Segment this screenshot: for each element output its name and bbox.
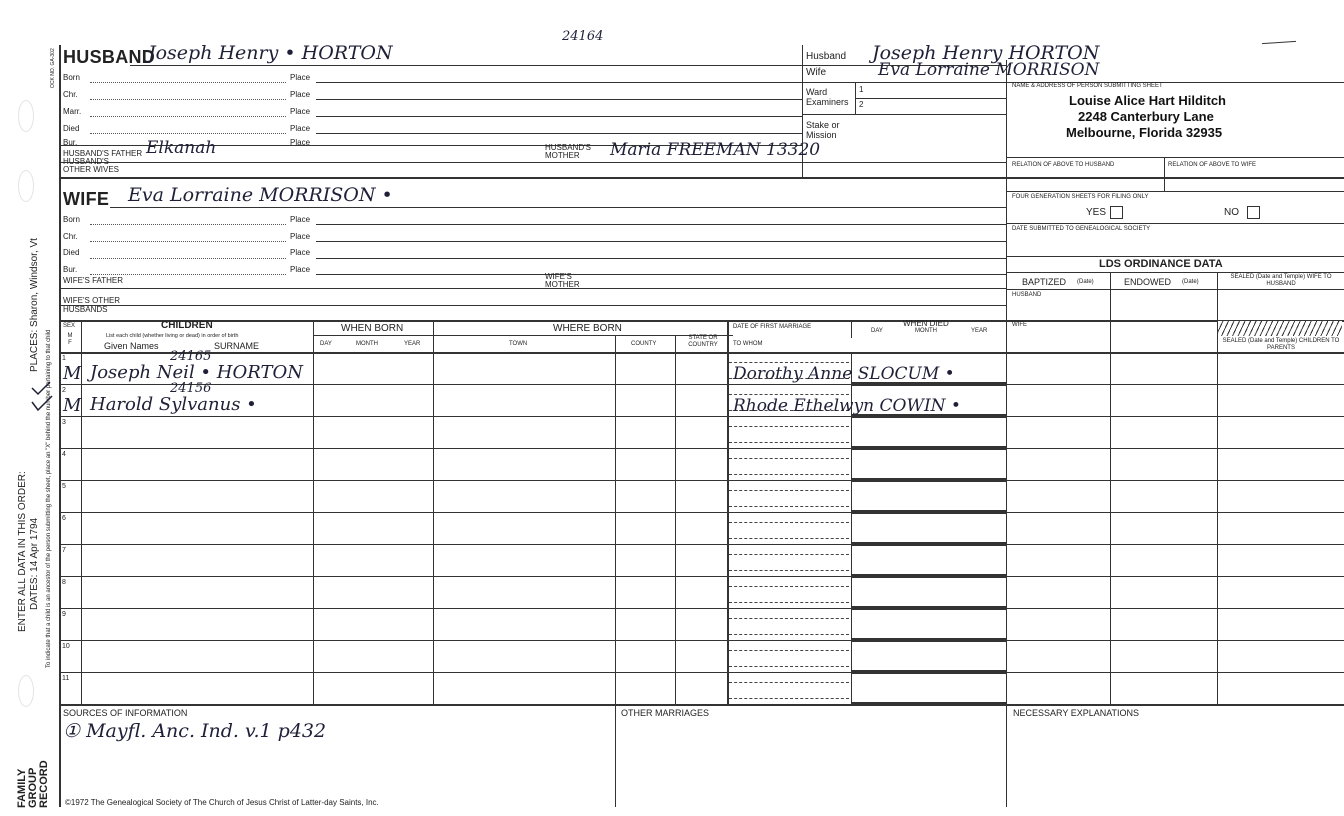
sources-value[interactable]: ① Mayfl. Anc. Ind. v.1 p432 — [63, 720, 327, 742]
died-line — [851, 608, 1006, 610]
to-whom-line — [729, 698, 849, 699]
submitter-city[interactable]: Melbourne, Florida 32935 — [1066, 125, 1223, 140]
rule — [60, 384, 1344, 385]
children-subtitle: List each child (whether living or dead) in order of birth — [106, 333, 239, 339]
punch-hole — [18, 100, 34, 132]
examiner-1: 1 — [859, 85, 864, 94]
dotted-line — [90, 224, 286, 225]
town-label: TOWN — [509, 341, 528, 347]
to-whom-line — [729, 570, 849, 571]
rule — [316, 116, 802, 117]
sex-mf-label: M F — [67, 333, 73, 346]
dotted-line — [90, 116, 286, 117]
rule — [60, 448, 1344, 449]
rule — [60, 288, 1006, 289]
rule — [802, 114, 1007, 115]
rule — [615, 704, 616, 807]
no-label: NO — [1224, 207, 1239, 218]
died-bracket — [851, 448, 852, 478]
submitter-name[interactable]: Louise Alice Hart Hilditch — [1069, 93, 1226, 108]
marriage-date-line — [729, 362, 849, 363]
hatched-area — [1218, 321, 1342, 336]
born-year-label: YEAR — [404, 341, 421, 347]
children-title: CHILDREN — [161, 320, 213, 331]
rule — [316, 82, 802, 83]
rule — [60, 608, 1344, 609]
divider — [1006, 60, 1007, 807]
marriage-date-line — [729, 554, 849, 555]
to-whom-line — [729, 602, 849, 603]
died-line — [851, 640, 1006, 642]
child-row-number: 8 — [62, 579, 66, 586]
rule — [60, 544, 1344, 545]
examiner-2: 2 — [859, 100, 864, 109]
dotted-line — [90, 82, 286, 83]
rule — [316, 224, 1006, 225]
place-label: Place — [290, 215, 311, 224]
died-line — [851, 480, 1006, 482]
born-month-label: MONTH — [356, 341, 378, 347]
died-bracket — [851, 672, 852, 702]
marriage-date-line — [729, 394, 849, 395]
lds-title: LDS ORDINANCE DATA — [1099, 258, 1223, 270]
husband-mother-label: HUSBAND'S MOTHER — [545, 143, 591, 160]
died-bracket — [851, 416, 852, 446]
marriage-date-line — [729, 618, 849, 619]
enter-all-instruction: ENTER ALL DATA IN THIS ORDER: — [17, 471, 28, 632]
child-id-number: 24156 — [170, 381, 212, 396]
rule — [1006, 272, 1344, 273]
yes-checkbox[interactable] — [1110, 206, 1123, 219]
marr-label: Marr. — [63, 107, 82, 116]
born-label: Born — [63, 73, 80, 82]
sealed-children-label: SEALED (Date and Temple) CHILDREN TO PARENTS — [1222, 338, 1340, 351]
dotted-line — [90, 133, 286, 134]
rule — [802, 82, 1007, 83]
explanations-label: NECESSARY EXPLANATIONS — [1013, 708, 1140, 718]
to-whom-line — [729, 506, 849, 507]
place-label: Place — [290, 73, 311, 82]
tr-husband-value[interactable]: Joseph Henry HORTON — [872, 42, 1100, 64]
left-border — [59, 45, 61, 807]
four-gen-label: FOUR GENERATION SHEETS FOR FILING ONLY — [1012, 194, 1149, 200]
to-whom-line — [729, 474, 849, 475]
to-whom-line — [729, 538, 849, 539]
when-born-label: WHEN BORN — [341, 323, 404, 334]
died-line — [851, 384, 1006, 386]
child-row-number: 10 — [62, 643, 70, 650]
rule — [1006, 223, 1344, 224]
child-spouse[interactable]: Rhode Ethelwyn COWIN • — [733, 396, 961, 416]
surname-label: SURNAME — [214, 341, 260, 351]
indicate-instruction: To indicate that a child is an ancestor of the person submitting the sheet, place an "X" behind the number pertaining to that child — [46, 329, 52, 668]
marriage-date-line — [729, 682, 849, 683]
tr-wife-value[interactable]: Eva Lorraine MORRISON — [878, 60, 1100, 80]
rule — [60, 576, 1344, 577]
place-label: Place — [290, 90, 311, 99]
rule — [60, 352, 1344, 354]
form-code: OCK NO. GA-302 — [50, 48, 56, 88]
bur-label: Bur. — [63, 265, 78, 274]
died-line — [851, 702, 1006, 704]
rule — [316, 133, 802, 134]
child-row-number: 2 — [62, 387, 66, 394]
child-row-number: 7 — [62, 547, 66, 554]
place-label: Place — [290, 248, 311, 257]
rule — [60, 162, 1006, 163]
died-label: Died — [63, 248, 80, 257]
rule — [1006, 191, 1344, 192]
baptized-label: BAPTIZED — [1022, 277, 1067, 287]
sex-label: SEX — [63, 323, 76, 329]
places-instruction: PLACES: Sharon, Windsor, Vt — [29, 238, 40, 372]
to-whom-line — [729, 442, 849, 443]
died-day-label: DAY — [871, 328, 883, 334]
check-marks — [30, 360, 58, 420]
died-month-label: MONTH — [915, 328, 937, 334]
husband-mother-value[interactable]: Maria FREEMAN 13320 — [610, 140, 821, 160]
died-label: Died — [63, 124, 80, 133]
child-row-number: 6 — [62, 515, 66, 522]
sources-label: SOURCES OF INFORMATION — [63, 708, 188, 718]
rule — [1006, 157, 1344, 158]
chr-label: Chr. — [63, 232, 78, 241]
lds-wife-row: WIFE — [1012, 322, 1027, 328]
baptized-date: (Date) — [1077, 279, 1094, 285]
born-label: Born — [63, 215, 80, 224]
marriage-date-line — [729, 586, 849, 587]
stake-mission-label: Stake or Mission — [806, 120, 840, 140]
marriage-date-line — [729, 458, 849, 459]
rule — [60, 177, 1344, 179]
husband-heading: HUSBAND — [63, 47, 156, 67]
chr-label: Chr. — [63, 90, 78, 99]
marriage-date-line — [729, 490, 849, 491]
husband-line — [130, 65, 802, 66]
other-marriages-label: OTHER MARRIAGES — [621, 708, 710, 718]
place-label: Place — [290, 232, 311, 241]
first-marriage-label: DATE OF FIRST MARRIAGE — [733, 324, 812, 330]
wife-heading: WIFE — [63, 189, 110, 209]
dotted-line — [90, 258, 286, 259]
dotted-line — [90, 99, 286, 100]
child-row-number: 11 — [62, 675, 70, 682]
died-line — [851, 416, 1006, 418]
yes-label: YES — [1086, 207, 1107, 218]
husband-father-label: HUSBAND'S FATHER — [63, 149, 143, 158]
died-line — [851, 448, 1006, 450]
rule — [855, 98, 1006, 99]
ward-examiners-label: Ward Examiners — [806, 87, 849, 107]
husband-father-value[interactable]: Elkanah — [146, 138, 217, 158]
marriage-date-line — [729, 426, 849, 427]
place-label: Place — [290, 138, 311, 147]
rule — [60, 640, 1344, 641]
child-row-number: 9 — [62, 611, 66, 618]
child-row-number: 4 — [62, 451, 66, 458]
rule — [675, 335, 676, 704]
copyright: ©1972 The Genealogical Society of The Church of Jesus Christ of Latter-day Saints, Inc. — [65, 798, 379, 807]
rule — [316, 99, 802, 100]
place-label: Place — [290, 265, 311, 274]
wife-other-husbands-label: WIFE'S OTHER HUSBANDS — [63, 296, 121, 314]
wife-mother-label: WIFE'S MOTHER — [545, 272, 580, 289]
pen-mark — [1262, 41, 1296, 44]
rule — [60, 704, 1344, 706]
rule — [110, 207, 1006, 208]
died-line — [851, 544, 1006, 546]
rule — [60, 480, 1344, 481]
child-name[interactable]: Joseph Neil • HORTON — [90, 362, 303, 383]
endowed-date: (Date) — [1182, 279, 1199, 285]
rule — [60, 672, 1344, 673]
rule — [316, 241, 1006, 242]
wife-name[interactable]: Eva Lorraine MORRISON • — [128, 184, 393, 206]
husband-other-wives-label: HUSBAND'S OTHER WIVES — [63, 157, 120, 174]
submitter-label: NAME & ADDRESS OF PERSON SUBMITTING SHEET — [1012, 83, 1163, 89]
died-line — [851, 576, 1006, 578]
tr-wife-label: Wife — [806, 67, 826, 78]
marriage-date-line — [729, 522, 849, 523]
born-day-label: DAY — [320, 341, 332, 347]
dotted-line — [90, 241, 286, 242]
died-line — [851, 352, 1006, 354]
died-bracket — [851, 608, 852, 638]
child-sex[interactable]: M — [63, 363, 82, 384]
place-label: Place — [290, 107, 311, 116]
rule — [60, 416, 1344, 417]
rule — [615, 335, 616, 704]
wife-father-label: WIFE'S FATHER — [63, 276, 124, 285]
rule — [1006, 256, 1344, 257]
child-row-number: 3 — [62, 419, 66, 426]
rule — [316, 258, 1006, 259]
husband-id-number: 24164 — [562, 29, 604, 44]
place-label: Place — [290, 124, 311, 133]
rule — [1164, 157, 1165, 191]
died-year-label: YEAR — [971, 328, 988, 334]
child-spouse[interactable]: Dorothy Anne SLOCUM • — [733, 364, 955, 384]
rule — [313, 335, 733, 336]
died-line — [851, 512, 1006, 514]
sealed-wife-label: SEALED (Date and Temple) WIFE TO HUSBAND — [1230, 274, 1332, 287]
rule — [1006, 289, 1344, 290]
punch-hole — [18, 170, 34, 202]
died-bracket — [851, 640, 852, 670]
child-sex[interactable]: M — [63, 395, 82, 416]
died-bracket — [851, 576, 852, 606]
submitter-street[interactable]: 2248 Canterbury Lane — [1078, 109, 1214, 124]
where-born-label: WHERE BORN — [553, 323, 622, 334]
tr-husband-label: Husband — [806, 51, 847, 62]
dates-instruction: DATES: 14 Apr 1794 — [29, 517, 40, 610]
died-line — [851, 672, 1006, 674]
died-bracket — [851, 512, 852, 542]
state-label: STATE OR COUNTRY — [688, 335, 718, 348]
husband-name[interactable]: Joseph Henry • HORTON — [148, 42, 393, 64]
marriage-date-line — [729, 650, 849, 651]
relation-husband-label: RELATION OF ABOVE TO HUSBAND — [1012, 162, 1115, 168]
given-names-label: Given Names — [104, 341, 159, 351]
relation-wife-label: RELATION OF ABOVE TO WIFE — [1168, 162, 1257, 168]
form-title: FAMILY GROUP RECORD — [16, 760, 50, 808]
no-checkbox[interactable] — [1247, 206, 1260, 219]
lds-husband-row: HUSBAND — [1012, 292, 1042, 298]
bur-label: Bur. — [63, 138, 78, 147]
endowed-label: ENDOWED — [1124, 277, 1171, 287]
to-whom-label: TO WHOM — [733, 341, 763, 347]
date-submitted-label: DATE SUBMITTED TO GENEALOGICAL SOCIETY — [1012, 226, 1151, 232]
child-row-number: 5 — [62, 483, 66, 490]
rule — [60, 305, 1006, 306]
child-row-number: 1 — [62, 355, 66, 362]
rule — [851, 320, 852, 338]
to-whom-line — [729, 634, 849, 635]
rule — [60, 320, 1344, 322]
punch-hole — [18, 675, 34, 707]
dotted-line — [90, 274, 286, 275]
rule — [60, 512, 1344, 513]
county-label: COUNTY — [631, 341, 657, 347]
child-name[interactable]: Harold Sylvanus • — [90, 394, 257, 415]
died-bracket — [851, 480, 852, 510]
when-died-label: WHEN DIED — [903, 319, 949, 328]
died-bracket — [851, 544, 852, 574]
to-whom-line — [729, 666, 849, 667]
rule — [316, 274, 1006, 275]
child-id-number: 24165 — [170, 349, 212, 364]
